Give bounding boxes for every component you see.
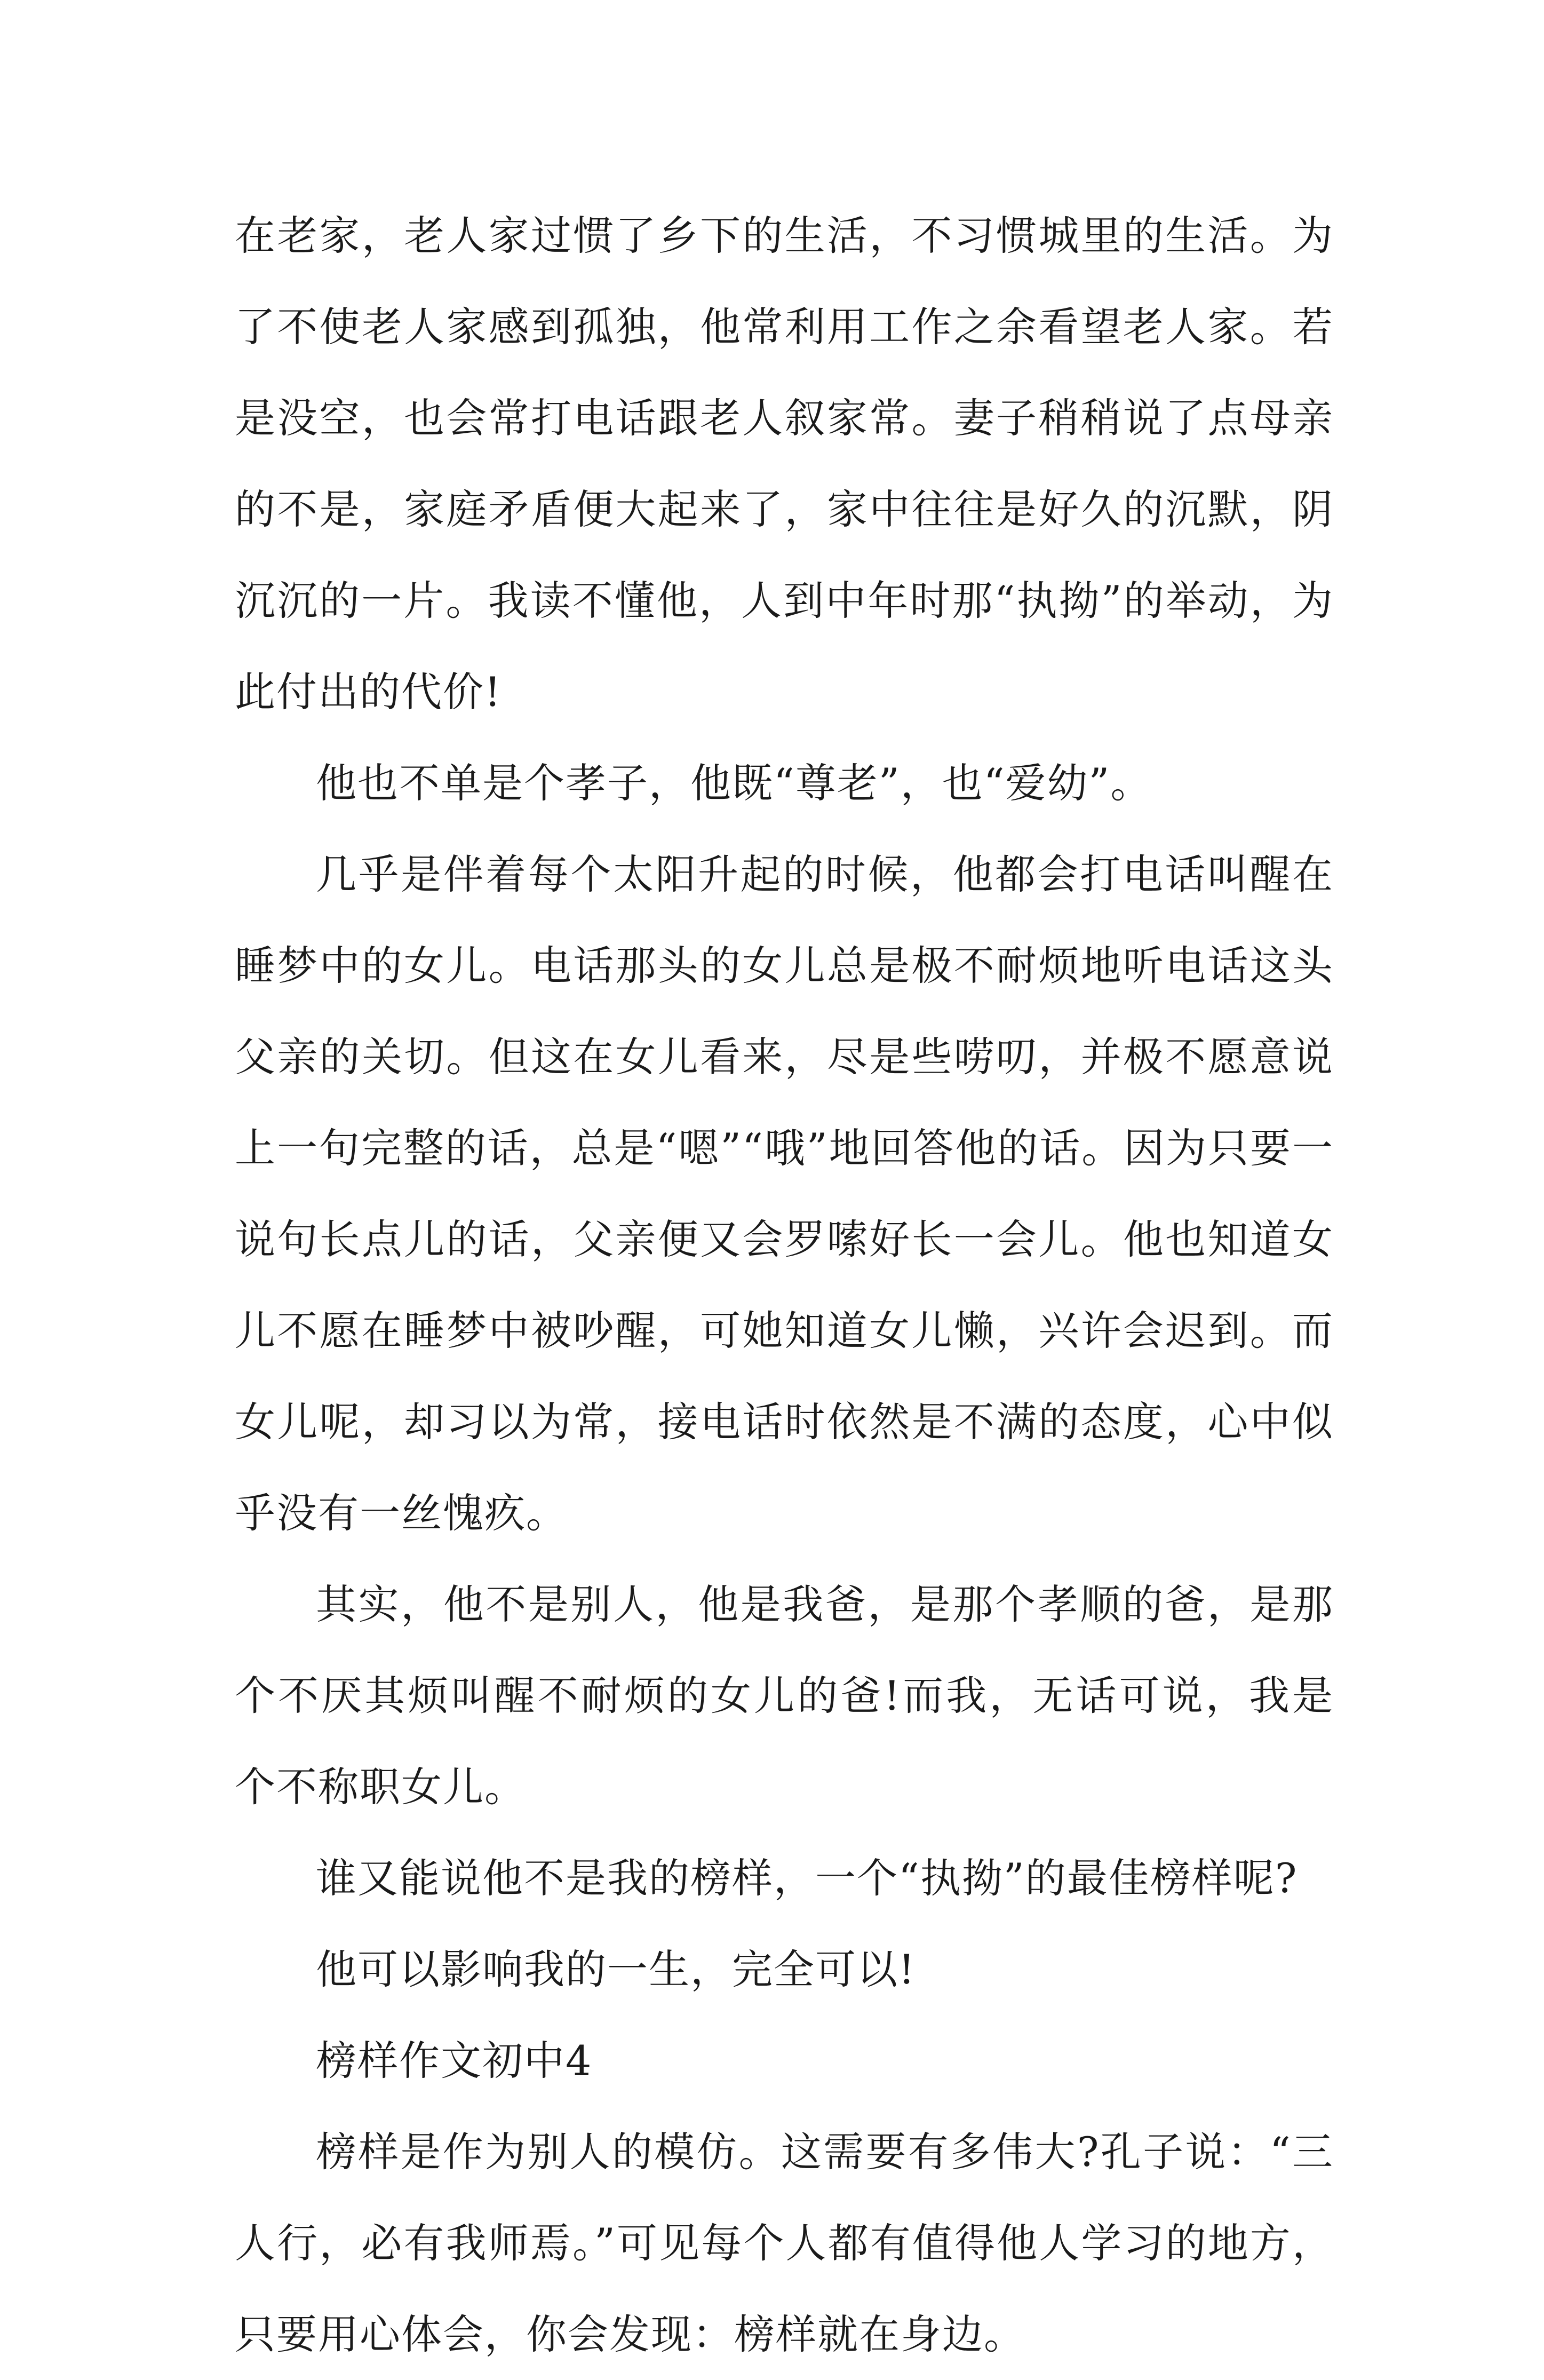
paragraph-5: 谁又能说他不是我的榜样，一个“执拗”的最佳榜样呢? <box>316 1854 1298 1902</box>
paragraph-3: 几乎是伴着每个太阳升起的时候，他都会打电话叫醒在睡梦中的女儿。电话那头的女儿总是极不耐烦地听电话这头父亲的关切。但这在女儿看来，尽是些唠叨，并极不愿意说上一句完整的话，总是“嗯”“哦”地回答他的话。因为只要一说句长点儿的话，父亲便又会罗嗦好长一会儿。他也知道女儿不愿在睡梦中被吵醒，可她知道女儿懒，兴许会迟到。而女儿呢，却习以为常，接电话时依然是不满的态度，心中似乎没有一丝愧疚。 <box>235 851 1334 1537</box>
paragraph-4: 其实，他不是别人，他是我爸，是那个孝顺的爸，是那个不厌其烦叫醒不耐烦的女儿的爸!而我，无话可说，我是个不称职女儿。 <box>235 1581 1334 1811</box>
paragraph-2: 他也不单是个孝子，他既“尊老”，也“爱幼”。 <box>316 759 1152 807</box>
paragraph-6: 他可以影响我的一生，完全可以! <box>316 1946 916 1993</box>
document-body <box>235 190 1334 2380</box>
section-heading: 榜样作文初中4 <box>316 2037 593 2084</box>
paragraph-1: 在老家，老人家过惯了乡下的生活，不习惯城里的生活。为了不使老人家感到孤独，他常利用工作之余看望老人家。若是没空，也会常打电话跟老人叙家常。妻子稍稍说了点母亲的不是，家庭矛盾便大起来了，家中往往是好久的沉默，阴沉沉的一片。我读不懂他，人到中年时那“执拗”的举动，为此付出的代价! <box>235 212 1334 716</box>
paragraph-7: 榜样是作为别人的模仿。这需要有多伟大?孔子说：“三人行，必有我师焉。”可见每个人都有值得他人学习的地方，只要用心体会，你会发现：榜样就在身边。 <box>235 2128 1334 2358</box>
